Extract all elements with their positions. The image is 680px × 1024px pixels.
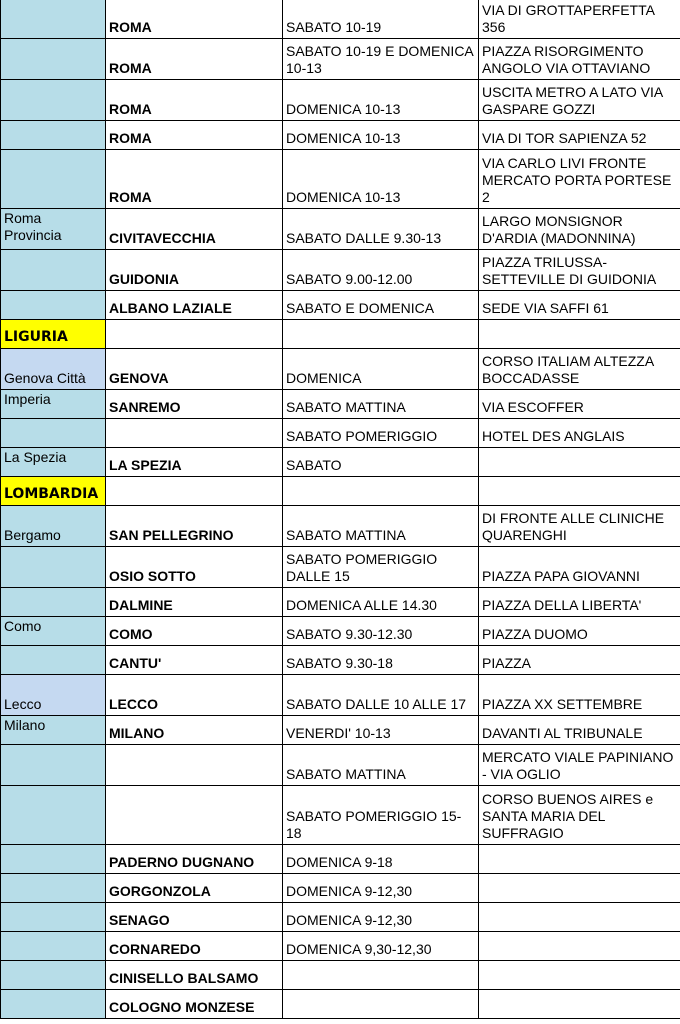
time-cell <box>283 990 479 1019</box>
time-cell: DOMENICA 9-12,30 <box>283 874 479 903</box>
table-row <box>1 448 680 477</box>
place-cell <box>479 932 680 961</box>
province-cell <box>1 547 106 588</box>
time-cell: DOMENICA 9,30-12,30 <box>283 932 479 961</box>
city-cell: LA SPEZIA <box>106 448 283 477</box>
place-cell: LARGO MONSIGNOR D'ARDIA (MADONNINA) <box>479 209 680 250</box>
place-cell: PIAZZA PAPA GIOVANNI <box>479 547 680 588</box>
city-cell <box>106 786 283 845</box>
city-cell: GUIDONIA <box>106 250 283 291</box>
place-cell: DAVANTI AL TRIBUNALE <box>479 716 680 745</box>
city-cell: SENAGO <box>106 903 283 932</box>
province-cell: Roma Provincia <box>1 209 106 250</box>
city-cell: SAN PELLEGRINO <box>106 506 283 547</box>
table-row <box>1 150 680 209</box>
time-cell: SABATO MATTINA <box>283 390 479 419</box>
province-cell <box>1 903 106 932</box>
time-cell: SABATO DALLE 9.30-13 <box>283 209 479 250</box>
time-cell: VENERDI' 10-13 <box>283 716 479 745</box>
table-row <box>1 617 680 646</box>
city-cell <box>106 419 283 448</box>
city-cell <box>106 745 283 786</box>
city-cell: LECCO <box>106 675 283 716</box>
province-cell <box>1 845 106 874</box>
city-cell: OSIO SOTTO <box>106 547 283 588</box>
city-cell: CIVITAVECCHIA <box>106 209 283 250</box>
region-row <box>1 477 680 506</box>
empty-cell <box>106 320 283 349</box>
province-cell <box>1 150 106 209</box>
time-cell: SABATO POMERIGGIO DALLE 15 <box>283 547 479 588</box>
region-header-lombardia: LOMBARDIA <box>1 477 106 506</box>
place-cell: CORSO ITALIAM ALTEZZA BOCCADASSE <box>479 349 680 390</box>
empty-cell <box>283 477 479 506</box>
time-cell: SABATO 10-19 <box>283 0 479 39</box>
time-cell: SABATO DALLE 10 ALLE 17 <box>283 675 479 716</box>
region-row <box>1 320 680 349</box>
table-row <box>1 588 680 617</box>
city-cell: PADERNO DUGNANO <box>106 845 283 874</box>
city-cell: GORGONZOLA <box>106 874 283 903</box>
empty-cell <box>106 477 283 506</box>
province-cell <box>1 0 106 39</box>
place-cell <box>479 961 680 990</box>
province-cell: Lecco <box>1 675 106 716</box>
place-cell: PIAZZA TRILUSSA- SETTEVILLE DI GUIDONIA <box>479 250 680 291</box>
province-cell <box>1 990 106 1019</box>
province-cell <box>1 874 106 903</box>
time-cell: SABATO 9.30-12.30 <box>283 617 479 646</box>
province-cell <box>1 121 106 150</box>
province-cell: Imperia <box>1 390 106 419</box>
city-cell: CANTU' <box>106 646 283 675</box>
table-row <box>1 506 680 547</box>
place-cell: CORSO BUENOS AIRES e SANTA MARIA DEL SUFFRAGIO <box>479 786 680 845</box>
province-cell <box>1 932 106 961</box>
table-row <box>1 349 680 390</box>
place-cell: PIAZZA DELLA LIBERTA' <box>479 588 680 617</box>
place-cell: PIAZZA <box>479 646 680 675</box>
place-cell: PIAZZA RISORGIMENTO ANGOLO VIA OTTAVIANO <box>479 39 680 80</box>
place-cell: VIA DI TOR SAPIENZA 52 <box>479 121 680 150</box>
table-row <box>1 903 680 932</box>
time-cell: SABATO MATTINA <box>283 506 479 547</box>
city-cell: CINISELLO BALSAMO <box>106 961 283 990</box>
time-cell: DOMENICA 9-12,30 <box>283 903 479 932</box>
table-row <box>1 39 680 80</box>
table-row <box>1 547 680 588</box>
time-cell: SABATO MATTINA <box>283 745 479 786</box>
place-cell <box>479 845 680 874</box>
place-cell: SEDE VIA SAFFI 61 <box>479 291 680 320</box>
city-cell: ROMA <box>106 39 283 80</box>
province-cell <box>1 786 106 845</box>
table-row <box>1 874 680 903</box>
city-cell: COMO <box>106 617 283 646</box>
province-cell <box>1 80 106 121</box>
table-row <box>1 745 680 786</box>
province-cell <box>1 419 106 448</box>
time-cell: DOMENICA <box>283 349 479 390</box>
table-row <box>1 250 680 291</box>
province-cell <box>1 250 106 291</box>
time-cell: DOMENICA 10-13 <box>283 121 479 150</box>
table-row <box>1 716 680 745</box>
place-cell: PIAZZA DUOMO <box>479 617 680 646</box>
place-cell <box>479 990 680 1019</box>
table-row <box>1 845 680 874</box>
province-cell <box>1 646 106 675</box>
province-cell: Como <box>1 617 106 646</box>
time-cell <box>283 961 479 990</box>
time-cell: SABATO E DOMENICA <box>283 291 479 320</box>
time-cell: DOMENICA 10-13 <box>283 80 479 121</box>
table-row <box>1 390 680 419</box>
empty-cell <box>479 477 680 506</box>
province-cell: Milano <box>1 716 106 745</box>
city-cell: COLOGNO MONZESE <box>106 990 283 1019</box>
table-row <box>1 786 680 845</box>
empty-cell <box>479 320 680 349</box>
table-row <box>1 80 680 121</box>
time-cell: DOMENICA ALLE 14.30 <box>283 588 479 617</box>
time-cell: SABATO 9.00-12.00 <box>283 250 479 291</box>
city-cell: ROMA <box>106 150 283 209</box>
city-cell: GENOVA <box>106 349 283 390</box>
time-cell: DOMENICA 9-18 <box>283 845 479 874</box>
place-cell <box>479 448 680 477</box>
place-cell: VIA ESCOFFER <box>479 390 680 419</box>
region-header-liguria: LIGURIA <box>1 320 106 349</box>
city-cell: DALMINE <box>106 588 283 617</box>
time-cell: SABATO POMERIGGIO 15-18 <box>283 786 479 845</box>
table-row <box>1 209 680 250</box>
place-cell: VIA DI GROTTAPERFETTA 356 <box>479 0 680 39</box>
place-cell: DI FRONTE ALLE CLINICHE QUARENGHI <box>479 506 680 547</box>
city-cell: ROMA <box>106 121 283 150</box>
province-cell <box>1 961 106 990</box>
place-cell: VIA CARLO LIVI FRONTE MERCATO PORTA PORTESE 2 <box>479 150 680 209</box>
province-cell <box>1 291 106 320</box>
table-row <box>1 990 680 1019</box>
table-row <box>1 419 680 448</box>
city-cell: SANREMO <box>106 390 283 419</box>
province-cell <box>1 745 106 786</box>
time-cell: SABATO POMERIGGIO <box>283 419 479 448</box>
time-cell: SABATO 10-19 E DOMENICA 10-13 <box>283 39 479 80</box>
province-cell: La Spezia <box>1 448 106 477</box>
city-cell: ROMA <box>106 0 283 39</box>
time-cell: DOMENICA 10-13 <box>283 150 479 209</box>
city-cell: MILANO <box>106 716 283 745</box>
province-cell <box>1 588 106 617</box>
province-cell: Genova Città <box>1 349 106 390</box>
empty-cell <box>283 320 479 349</box>
place-cell: HOTEL DES ANGLAIS <box>479 419 680 448</box>
place-cell: PIAZZA XX SETTEMBRE <box>479 675 680 716</box>
place-cell <box>479 874 680 903</box>
table-row <box>1 961 680 990</box>
table-row <box>1 646 680 675</box>
city-cell: ALBANO LAZIALE <box>106 291 283 320</box>
table-row <box>1 675 680 716</box>
province-cell <box>1 39 106 80</box>
time-cell: SABATO <box>283 448 479 477</box>
table-row <box>1 291 680 320</box>
province-cell: Bergamo <box>1 506 106 547</box>
table-row <box>1 121 680 150</box>
time-cell: SABATO 9.30-18 <box>283 646 479 675</box>
place-cell: USCITA METRO A LATO VIA GASPARE GOZZI <box>479 80 680 121</box>
table-row <box>1 932 680 961</box>
table-row <box>1 0 680 39</box>
city-cell: ROMA <box>106 80 283 121</box>
place-cell <box>479 903 680 932</box>
place-cell: MERCATO VIALE PAPINIANO - VIA OGLIO <box>479 745 680 786</box>
city-cell: CORNAREDO <box>106 932 283 961</box>
